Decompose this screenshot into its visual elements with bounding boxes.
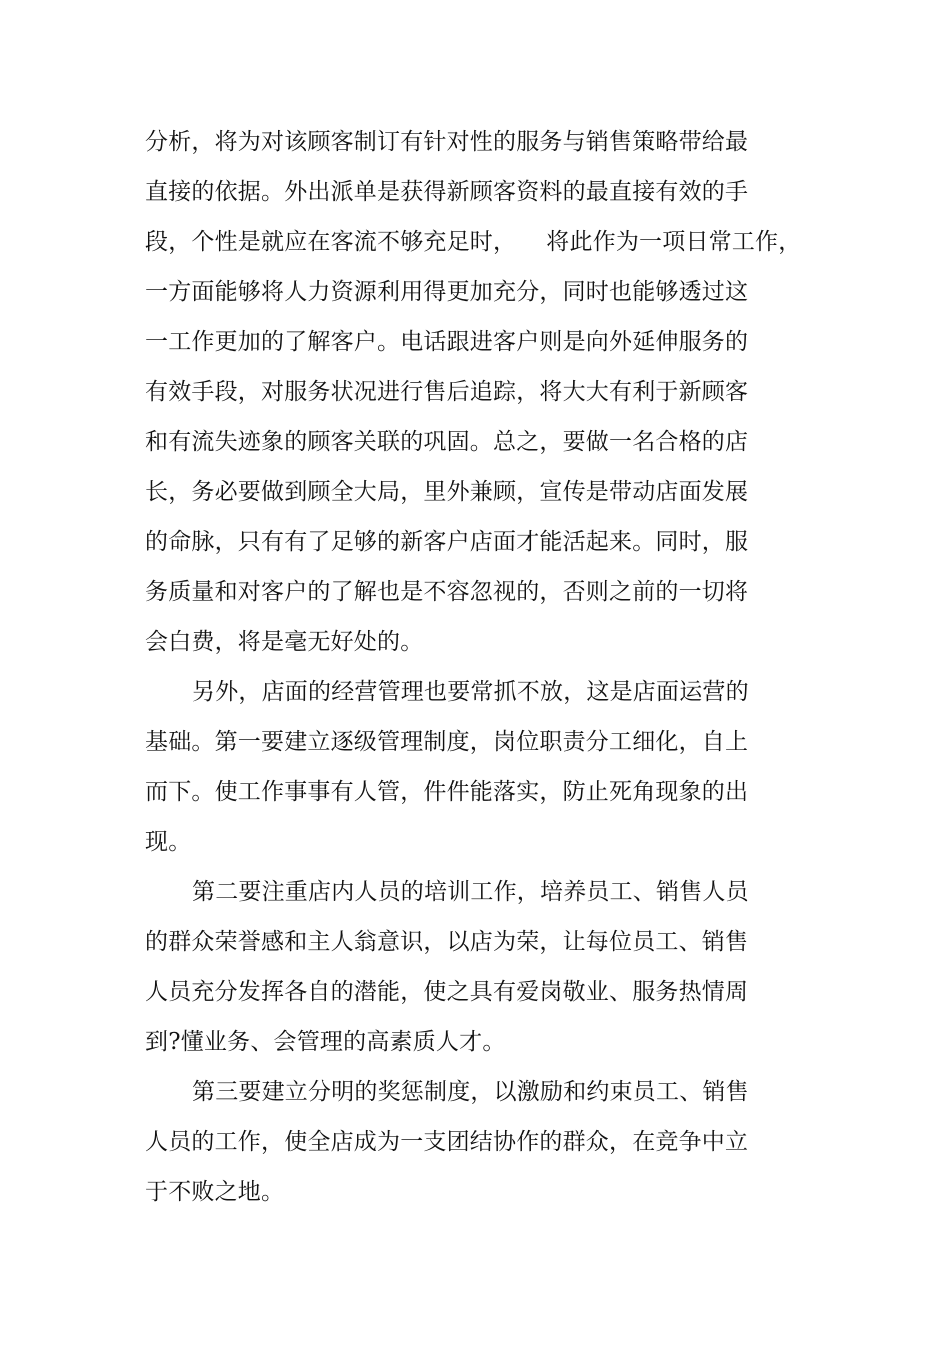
paragraph-first-line: 第二要注重店内人员的培训工作，培养员工、销售人员 xyxy=(192,879,749,905)
text-line: 而下。使工作事事有人管，件件能落实，防止死角现象的出 xyxy=(145,779,749,805)
text-line: 直接的依据。外出派单是获得新顾客资料的最直接有效的手 xyxy=(145,179,749,205)
text-line: 会白费，将是毫无好处的。 xyxy=(145,629,424,655)
text-line: 的命脉，只有有了足够的新客户店面才能活起来。同时，服 xyxy=(145,529,749,555)
text-line: 一工作更加的了解客户。电话跟进客户则是向外延伸服务的 xyxy=(145,329,749,355)
text-line: 和有流失迹象的顾客关联的巩固。总之，要做一名合格的店 xyxy=(145,429,749,455)
text-line: 分析，将为对该顾客制订有针对性的服务与销售策略带给最 xyxy=(145,129,749,155)
text-line: 务质量和对客户的了解也是不容忽视的，否则之前的一切将 xyxy=(145,579,749,605)
text-line: 人员充分发挥各自的潜能，使之具有爱岗敬业、服务热情周 xyxy=(145,979,749,1005)
text-line: 长，务必要做到顾全大局，里外兼顾，宣传是带动店面发展 xyxy=(145,479,749,505)
text-line: 的群众荣誉感和主人翁意识，以店为荣，让每位员工、销售 xyxy=(145,929,749,955)
text-line: 有效手段，对服务状况进行售后追踪，将大大有利于新顾客 xyxy=(145,379,749,405)
text-line: 一方面能够将人力资源利用得更加充分，同时也能够透过这 xyxy=(145,279,749,305)
paragraph-first-line: 另外，店面的经营管理也要常抓不放，这是店面运营的 xyxy=(192,679,749,705)
text-line: 到?懂业务、会管理的高素质人才。 xyxy=(145,1029,506,1055)
text-line: 现。 xyxy=(145,829,192,855)
text-line: 段，个性是就应在客流不够充足时， 将此作为一项日常工作， xyxy=(145,229,802,255)
text-line: 人员的工作，使全店成为一支团结协作的群众，在竞争中立 xyxy=(145,1129,749,1155)
text-line: 于不败之地。 xyxy=(145,1179,285,1205)
text-line: 基础。第一要建立逐级管理制度，岗位职责分工细化，自上 xyxy=(145,729,749,755)
paragraph-first-line: 第三要建立分明的奖惩制度，以激励和约束员工、销售 xyxy=(192,1079,749,1105)
